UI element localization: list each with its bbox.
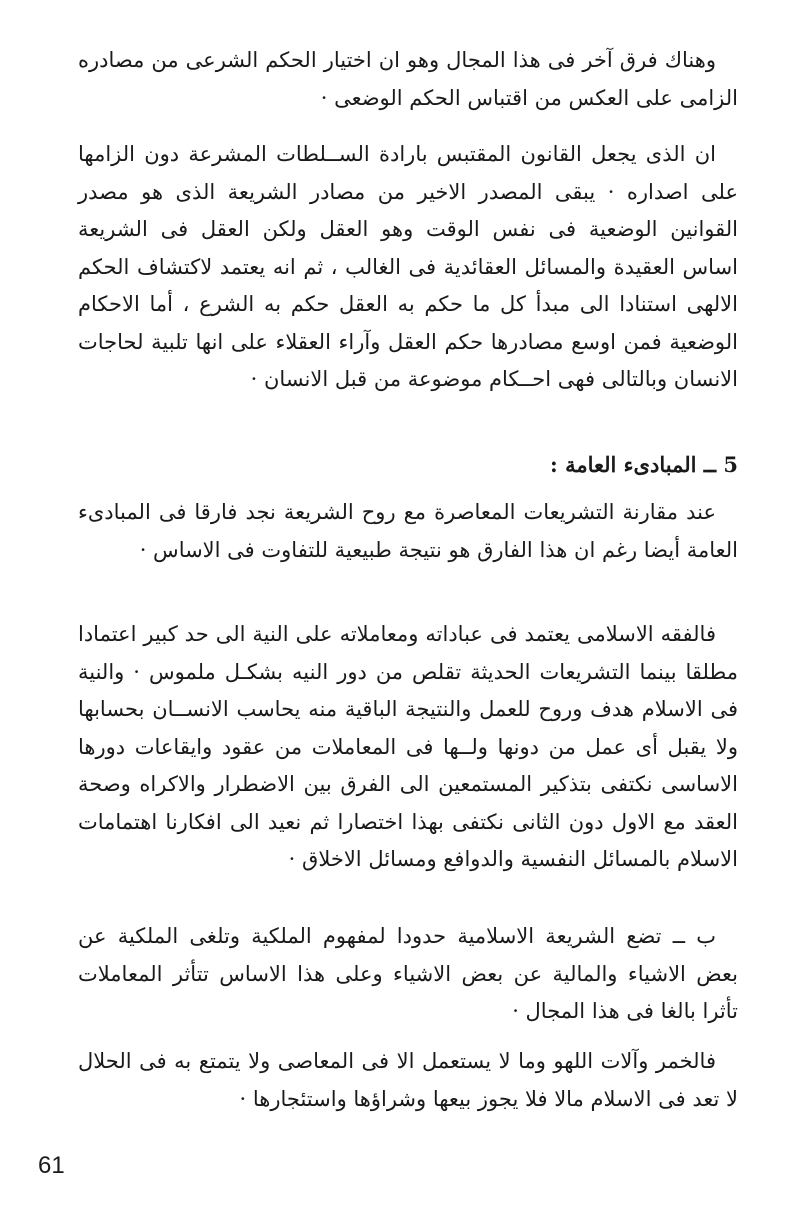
paragraph-5: ب ــ تضع الشريعة الاسلامية حدودا لمفهوم الملكية وتلغى الملكية عن بعض الاشياء والمالية عن بعض الاشياء وعلى هذا الاساس تتأثر المعاملات تأثرا بالغا فى هذا المجال · bbox=[78, 924, 738, 1023]
paragraph-3: عند مقارنة التشريعات المعاصرة مع روح الشريعة نجد فارقا فى المبادىء العامة أيضا رغم ان هذا الفارق هو نتيجة طبيعية للتفاوت فى الاساس · bbox=[78, 500, 738, 562]
text-block-6 bbox=[78, 1043, 738, 1118]
text-block-2 bbox=[78, 136, 738, 399]
paragraph-6: فالخمر وآلات اللهو وما لا يستعمل الا فى المعاصى ولا يتمتع به فى الحلال لا تعد فى الاسلام مالا فلا يجوز بيعها وشراؤها واستئجارها · bbox=[78, 1049, 738, 1111]
paragraph-4: فالفقه الاسلامى يعتمد فى عباداته ومعاملاته على النية الى حد كبير اعتمادا مطلقا بينما التشريعات الحديثة تقلص من دور النيه بشكـل ملموس · والنية فى الاسلام هدف وروح للعمل والنتيجة الباقية منه يحاسب الانســان بحسابها ولا يقبل أى عمل من دونها ولــها فى المعاملات من عقود وايقاعات دورها الاساسى نكتفى بتذكير المستمعين الى الفرق بين الاضطرار والاكراه وصحة العقد مع الاول دون الثانى نكتفى بهذا اختصارا ثم نعيد الى افكارنا اهتمامات الاسلام بالمسائل النفسية والدوافع ومسائل الاخلاق · bbox=[78, 622, 738, 871]
section-heading: 5 ــ المبادىء العامة : bbox=[550, 452, 738, 477]
text-block-1 bbox=[78, 42, 738, 117]
text-block-3 bbox=[78, 494, 738, 569]
text-block-4 bbox=[78, 616, 738, 879]
paragraph-1: وهناك فرق آخر فى هذا المجال وهو ان اختيار الحكم الشرعى من مصادره الزامى على العكس من اقتباس الحكم الوضعى · bbox=[78, 48, 738, 110]
section-heading-block bbox=[78, 446, 738, 484]
paragraph-2: ان الذى يجعل القانون المقتبس بارادة الســلطات المشرعة دون الزامها على اصداره · يبقى المصدر الاخير من مصادر الشريعة الذى هو مصدر القوانين الوضعية فى نفس الوقت وهو العقل ولكن العقل فى الشريعة اساس العقيدة والمسائل العقائدية فى الغالب ، ثم انه يعتمد لاكتشاف الحكم الالهى استنادا الى مبدأ كل ما حكم به العقل حكم به الشرع ، أما الاحكام الوضعية فمن اوسع مصادرها حكم العقل وآراء العقلاء على انها تلبية لحاجات الانسان وبالتالى فهى احــكام موضوعة من قبل الانسان · bbox=[78, 142, 738, 391]
page-number: 61 bbox=[38, 1152, 65, 1179]
text-block-5 bbox=[78, 918, 738, 1031]
